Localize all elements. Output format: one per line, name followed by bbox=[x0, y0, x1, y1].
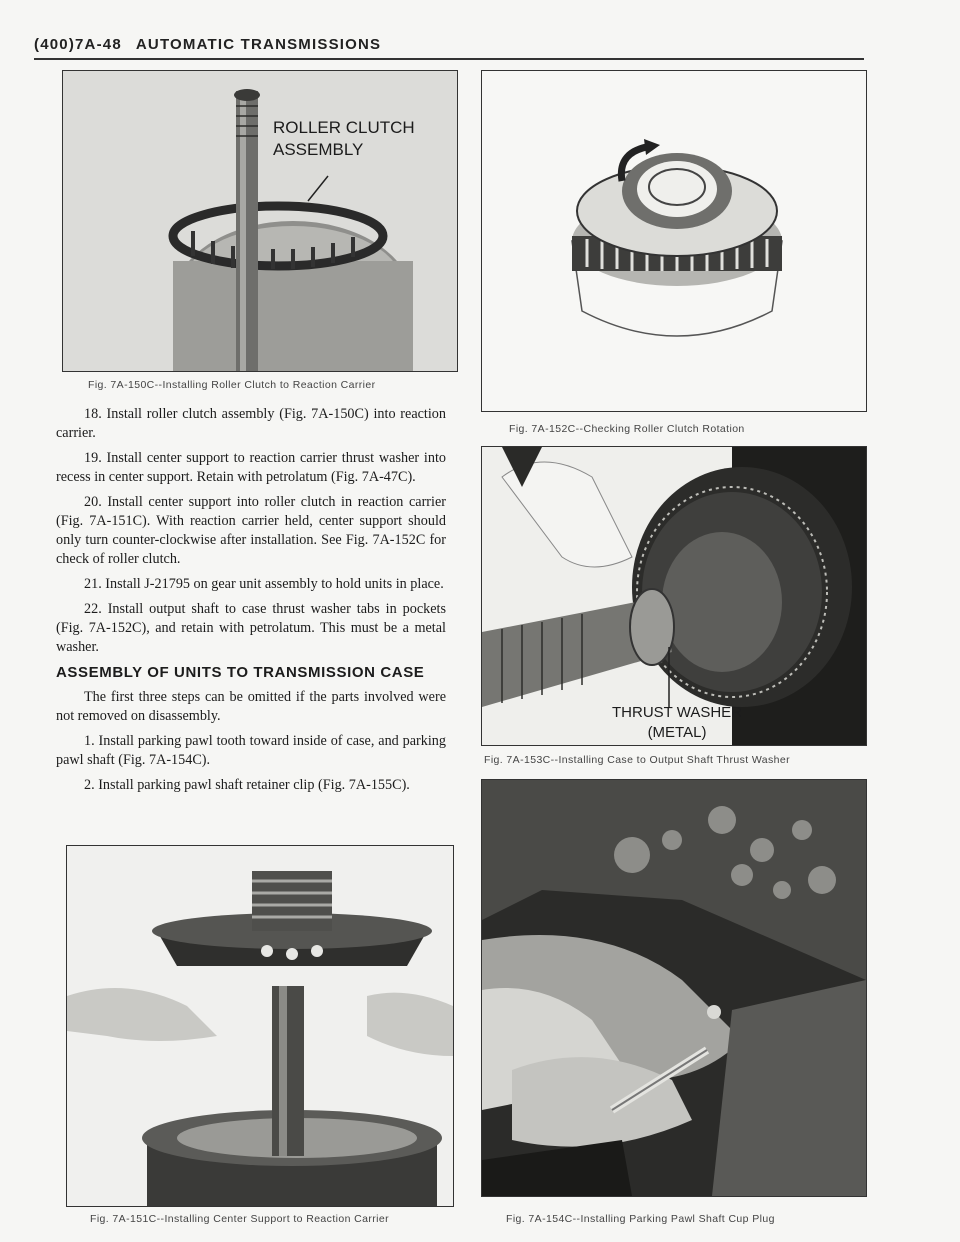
figure-153-photo bbox=[481, 446, 867, 746]
roller-clutch-illustration bbox=[63, 71, 457, 371]
thrust-washer-illustration bbox=[482, 447, 866, 745]
step-22: 22. Install output shaft to case thrust washer tabs in pockets (Fig. 7A-152C), and retain with petrolatum. This must be a metal washer. bbox=[56, 601, 446, 655]
step-1: 1. Install parking pawl tooth toward inside of case, and parking pawl shaft (Fig. 7A-154C). bbox=[56, 733, 446, 768]
page-header bbox=[34, 36, 381, 53]
figure-151-photo bbox=[66, 845, 454, 1207]
figure-152-caption: Fig. 7A-152C--Checking Roller Clutch Rotation bbox=[509, 423, 745, 435]
header-rule bbox=[34, 58, 864, 60]
thrust-washer-label: THRUST WASHER (METAL) bbox=[612, 704, 743, 741]
page-number: (400)7A-48 bbox=[34, 36, 122, 53]
figure-150-caption: Fig. 7A-150C--Installing Roller Clutch to Reaction Carrier bbox=[88, 379, 376, 391]
figure-152-photo bbox=[481, 70, 867, 412]
step-19: 19. Install center support to reaction carrier thrust washer into recess in center support. Retain with petrolatum (Fig. 7A-47C). bbox=[56, 450, 446, 485]
step-2: 2. Install parking pawl shaft retainer clip (Fig. 7A-155C). bbox=[84, 777, 410, 793]
figure-153-caption: Fig. 7A-153C--Installing Case to Output Shaft Thrust Washer bbox=[484, 754, 791, 766]
body-text-column bbox=[56, 405, 446, 801]
step-21: 21. Install J-21795 on gear unit assembly to hold units in place. bbox=[84, 576, 444, 592]
figure-154-photo bbox=[481, 779, 867, 1197]
step-18: 18. Install roller clutch assembly (Fig. 7A-150C) into reaction carrier. bbox=[56, 406, 446, 441]
figure-151-caption: Fig. 7A-151C--Installing Center Support to Reaction Carrier bbox=[90, 1213, 390, 1225]
step-20: 20. Install center support into roller clutch in reaction carrier (Fig. 7A-151C). With reaction carrier held, center support should only turn counter-clockwise after installation. See Fig. 7A-152C for check of roller clutch. bbox=[56, 494, 446, 567]
center-support-illustration bbox=[67, 846, 453, 1206]
roller-clutch-label: ROLLER CLUTCH ASSEMBLY bbox=[273, 118, 415, 159]
figure-154-caption: Fig. 7A-154C--Installing Parking Pawl Shaft Cup Plug bbox=[506, 1213, 775, 1225]
section-heading: ASSEMBLY OF UNITS TO TRANSMISSION CASE bbox=[56, 664, 425, 681]
figure-150-photo bbox=[62, 70, 458, 372]
parking-pawl-illustration bbox=[482, 780, 866, 1196]
intro-paragraph: The first three steps can be omitted if the parts involved were not removed on disassembly. bbox=[56, 689, 446, 724]
clutch-rotation-illustration bbox=[482, 71, 866, 411]
section-title: AUTOMATIC TRANSMISSIONS bbox=[135, 36, 382, 53]
